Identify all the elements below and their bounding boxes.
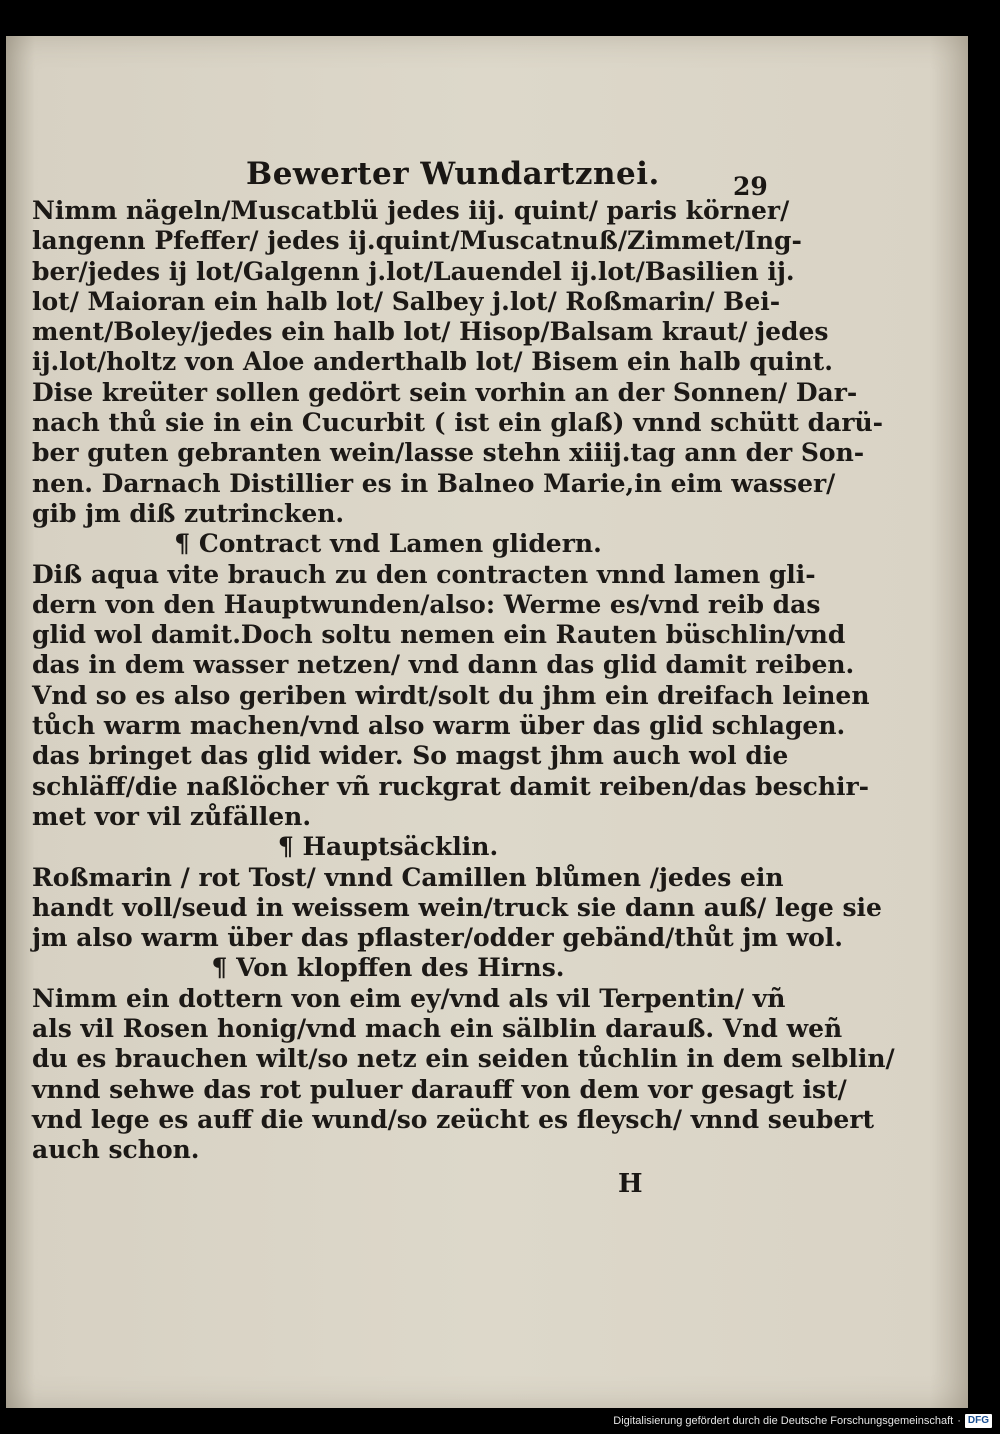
body-text xyxy=(32,196,895,1166)
text-line: das in dem wasser netzen/ vnd dann das glid damit reiben. xyxy=(32,650,855,680)
text-line: jm also warm über das pflaster/odder gebänd/thůt jm wol. xyxy=(32,923,843,953)
text-line: Nimm ein dottern von eim ey/vnd als vil Terpentin/ vñ xyxy=(32,983,786,1013)
text-line: als vil Rosen honig/vnd mach ein sälblin darauß. Vnd weñ xyxy=(32,1014,843,1044)
dfg-logo: DFG xyxy=(965,1414,992,1428)
text-line: vnnd sehwe das rot puluer darauff von dem vor gesagt ist/ xyxy=(32,1074,847,1104)
text-line: ber guten gebranten wein/lasse stehn xiiij.tag ann der Son- xyxy=(32,438,865,468)
text-line: gib jm diß zutrincken. xyxy=(32,498,345,528)
text-line: das bringet das glid wider. So magst jhm auch wol die xyxy=(32,741,789,771)
text-line: met vor vil zůfällen. xyxy=(32,801,312,831)
text-line: nach thů sie in ein Cucurbit ( ist ein glaß) vnnd schütt darü- xyxy=(32,408,884,438)
text-line: Diß aqua vite brauch zu den contracten vnnd lamen gli- xyxy=(32,559,816,589)
text-line: ber/jedes ij lot/Galgenn j.lot/Lauendel ij.lot/Basilien ij. xyxy=(32,256,795,286)
text-line: Nimm nägeln/Muscatblü jedes iij. quint/ paris körner/ xyxy=(32,196,790,225)
text-line: ij.lot/holtz von Aloe anderthalb lot/ Bisem ein halb quint. xyxy=(32,347,833,377)
running-head: Bewerter Wundartznei. xyxy=(246,156,660,192)
text-line: Roßmarin / rot Tost/ vnnd Camillen blůmen /jedes ein xyxy=(32,862,784,892)
text-line: dern von den Hauptwunden/also: Werme es/vnd reib das xyxy=(32,589,821,619)
footer-credit: Digitalisierung gefördert durch die Deutsche Forschungsgemeinschaft · DFG xyxy=(613,1414,992,1428)
page-number: 29 xyxy=(733,172,768,201)
text-line: tůch warm machen/vnd also warm über das glid schlagen. xyxy=(32,711,846,741)
section-heading: ¶ Contract vnd Lamen glidern. xyxy=(174,529,602,559)
text-line: langenn Pfeffer/ jedes ij.quint/Muscatnuß/Zimmet/Ing- xyxy=(32,226,802,256)
text-line: handt voll/seud in weissem wein/truck sie dann auß/ lege sie xyxy=(32,892,882,922)
text-line: Dise kreüter sollen gedört sein vorhin an der Sonnen/ Dar- xyxy=(32,377,858,407)
text-line: glid wol damit.Doch soltu nemen ein Rauten büschlin/vnd xyxy=(32,620,846,650)
text-line: schläff/die naßlöcher vñ ruckgrat damit reiben/das beschir- xyxy=(32,771,870,801)
footer-credit-text: Digitalisierung gefördert durch die Deutsche Forschungsgemeinschaft xyxy=(613,1415,954,1427)
text-line: vnd lege es auff die wund/so zeücht es fleysch/ vnnd seubert xyxy=(32,1104,875,1134)
text-line: Vnd so es also geriben wirdt/solt du jhm ein dreifach leinen xyxy=(32,680,870,710)
text-line: lot/ Maioran ein halb lot/ Salbey j.lot/ Roßmarin/ Bei- xyxy=(32,286,781,316)
section-heading: ¶ Hauptsäcklin. xyxy=(277,832,499,862)
section-heading: ¶ Von klopffen des Hirns. xyxy=(211,953,565,983)
text-line: ment/Boley/jedes ein halb lot/ Hisop/Balsam kraut/ jedes xyxy=(32,317,829,347)
text-line: nen. Darnach Distillier es in Balneo Marie,in eim wasser/ xyxy=(32,468,836,498)
catchword: H xyxy=(618,1169,643,1199)
text-line: auch schon. xyxy=(32,1135,200,1165)
text-line: du es brauchen wilt/so netz ein seiden tůchlin in dem selblin/ xyxy=(32,1044,895,1074)
book-page xyxy=(6,36,968,1408)
